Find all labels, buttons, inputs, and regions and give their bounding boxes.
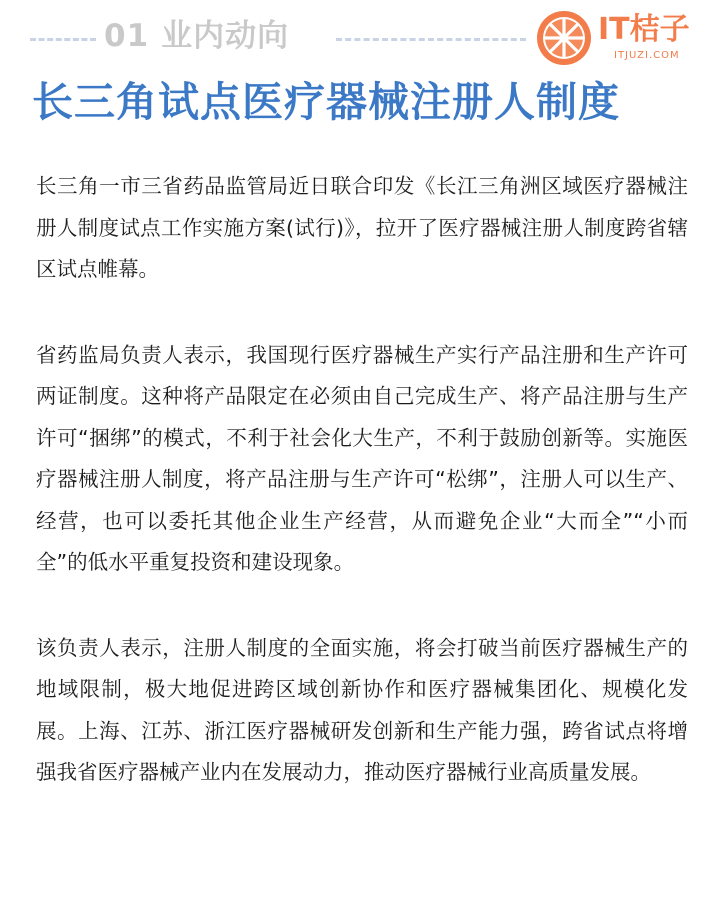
orange-slice-icon [536,10,592,66]
itjuzi-logo [536,8,706,70]
right-dashed-divider [336,38,526,41]
section-label [104,14,289,58]
section-header [0,0,720,70]
logo-domain: ITJUZI.COM [614,50,680,61]
paragraph-1: 长三角一市三省药品监管局近日联合印发《长江三角洲区域医疗器械注册人制度试点工作实施方案(试行)》，拉开了医疗器械注册人制度跨省辖区试点帷幕。 [36,174,688,281]
paragraph-2: 省药监局负责人表示，我国现行医疗器械生产实行产品注册和生产许可两证制度。这种将产品限定在必须由自己完成生产、将产品注册与生产许可“捆绑”的模式，不利于社会化大生产，不利于鼓励创新等。实施医疗器械注册人制度，将产品注册与生产许可“松绑”，注册人可以生产、经营，也可以委托其他企业生产经营，从而避免企业“大而全”“小而全”的低水平重复投资和建设现象。 [36,342,688,574]
section-title: 业内动向 [161,18,290,54]
article-title: 长三角试点医疗器械注册人制度 [32,78,620,126]
section-number: 01 [104,18,150,54]
paragraph-3: 该负责人表示，注册人制度的全面实施，将会打破当前医疗器械生产的地域限制，极大地促进跨区域创新协作和医疗器械集团化、规模化发展。上海、江苏、浙江医疗器械研发创新和生产能力强，跨省试点将增强我省医疗器械产业内在发展动力，推动医疗器械行业高质量发展。 [36,635,688,784]
logo-name: IT桔子 [598,12,690,47]
left-dashed-divider [30,38,96,41]
article-body [36,166,688,838]
